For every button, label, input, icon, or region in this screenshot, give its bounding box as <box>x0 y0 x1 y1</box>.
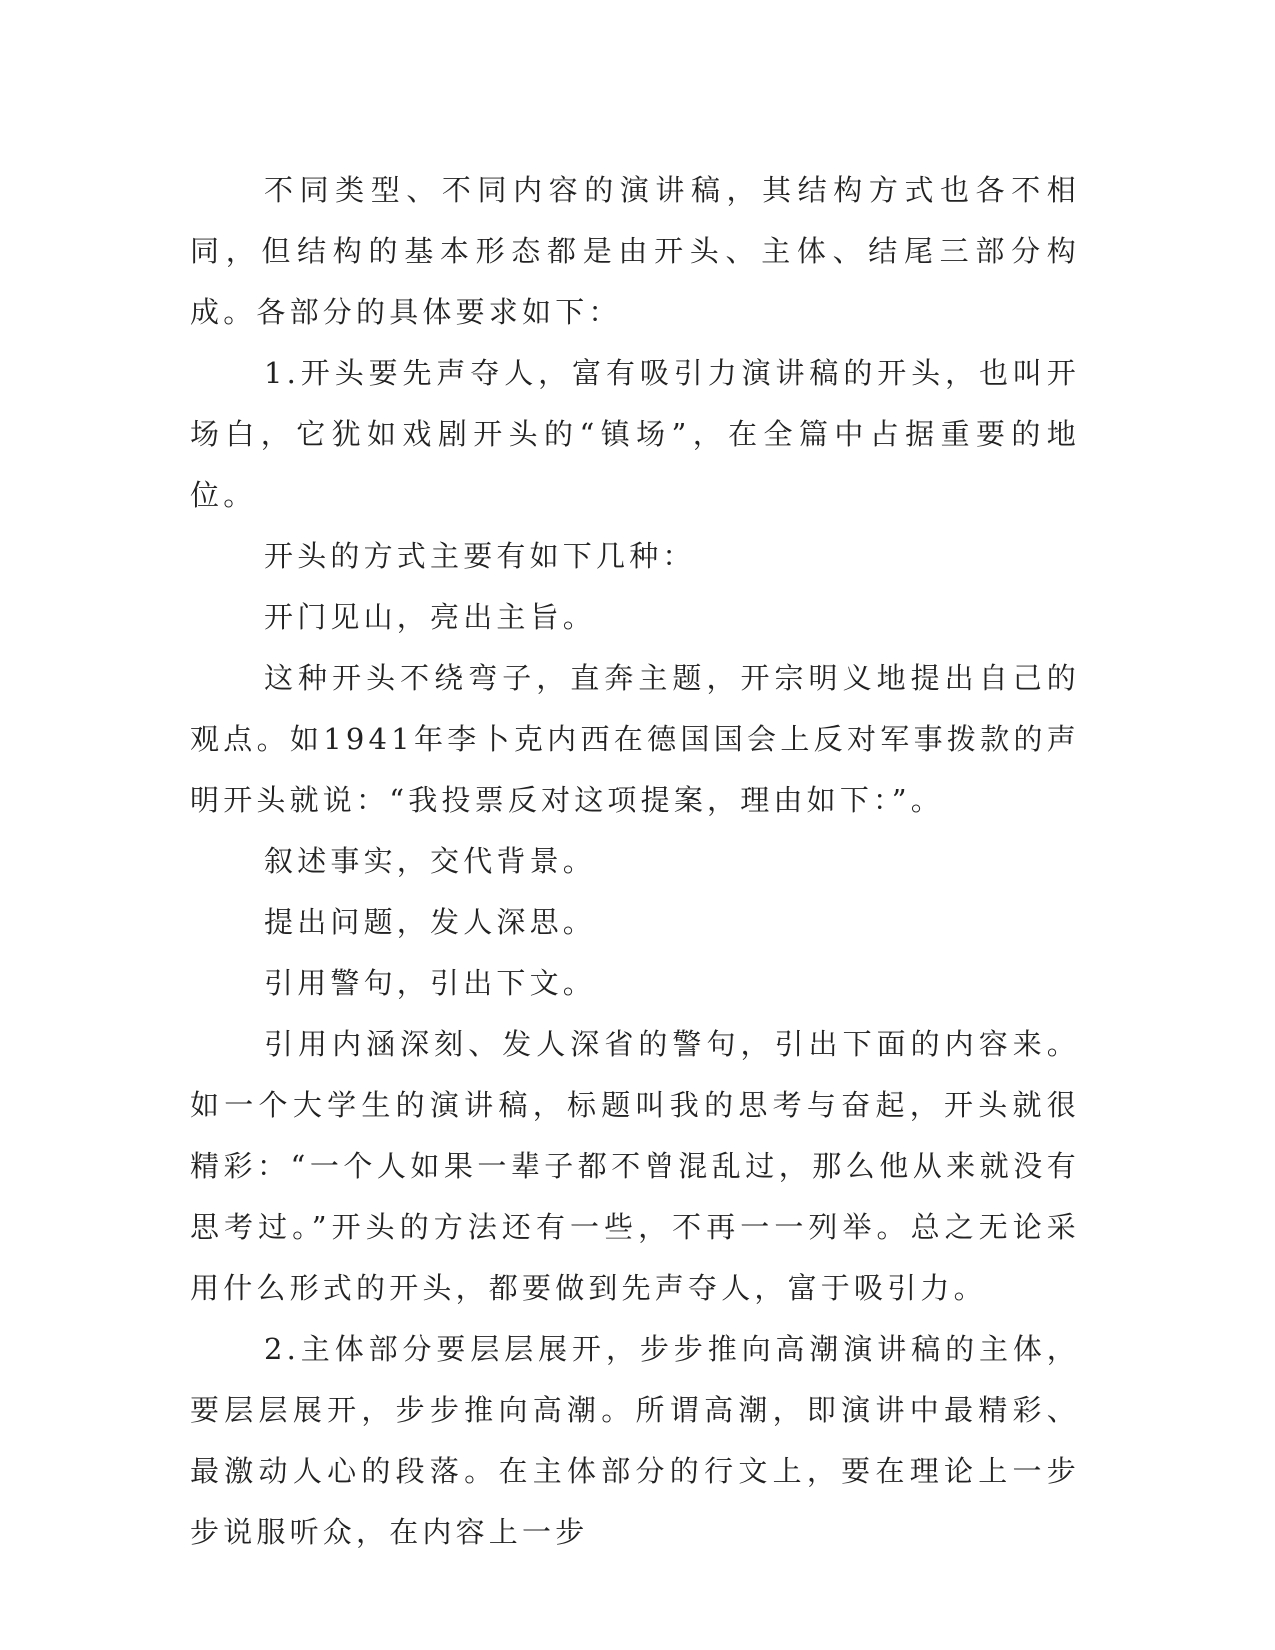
paragraph-method-questions: 提出问题，发人深思。 <box>264 905 597 939</box>
paragraph-method-direct: 开门见山，亮出主旨。 <box>264 600 597 634</box>
paragraph-method-direct-example: 这种开头不绕弯子，直奔主题，开宗明义地提出自己的观点。如1941年李卜克内西在德国国会上反对军事拨款的声明开头就说：“我投票反对这项提案，理由如下：”。 <box>190 661 1080 817</box>
paragraph-method-facts: 叙述事实，交代背景。 <box>264 844 597 878</box>
paragraph-method-quote: 引用警句，引出下文。 <box>264 966 597 1000</box>
paragraph-method-quote-example: 引用内涵深刻、发人深省的警句，引出下面的内容来。如一个大学生的演讲稿，标题叫我的思考与奋起，开头就很精彩：“一个人如果一辈子都不曾混乱过，那么他从来就没有思考过。”开头的方法还有一些，不再一一列举。总之无论采用什么形式的开头，都要做到先声夺人，富于吸引力。 <box>190 1027 1080 1305</box>
paragraph-body-heading: 2.主体部分要层层展开，步步推向高潮演讲稿的主体，要层层展开，步步推向高潮。所谓高潮，即演讲中最精彩、最激动人心的段落。在主体部分的行文上，要在理论上一步步说服听众，在内容上一步 <box>190 1332 1080 1549</box>
document-body <box>190 160 1080 1563</box>
paragraph-opening-heading: 1.开头要先声夺人，富有吸引力演讲稿的开头，也叫开场白，它犹如戏剧开头的“镇场”，在全篇中占据重要的地位。 <box>190 356 1080 512</box>
paragraph-opening-methods: 开头的方式主要有如下几种： <box>264 539 696 573</box>
paragraph-intro: 不同类型、不同内容的演讲稿，其结构方式也各不相同，但结构的基本形态都是由开头、主体、结尾三部分构成。各部分的具体要求如下： <box>190 173 1080 329</box>
